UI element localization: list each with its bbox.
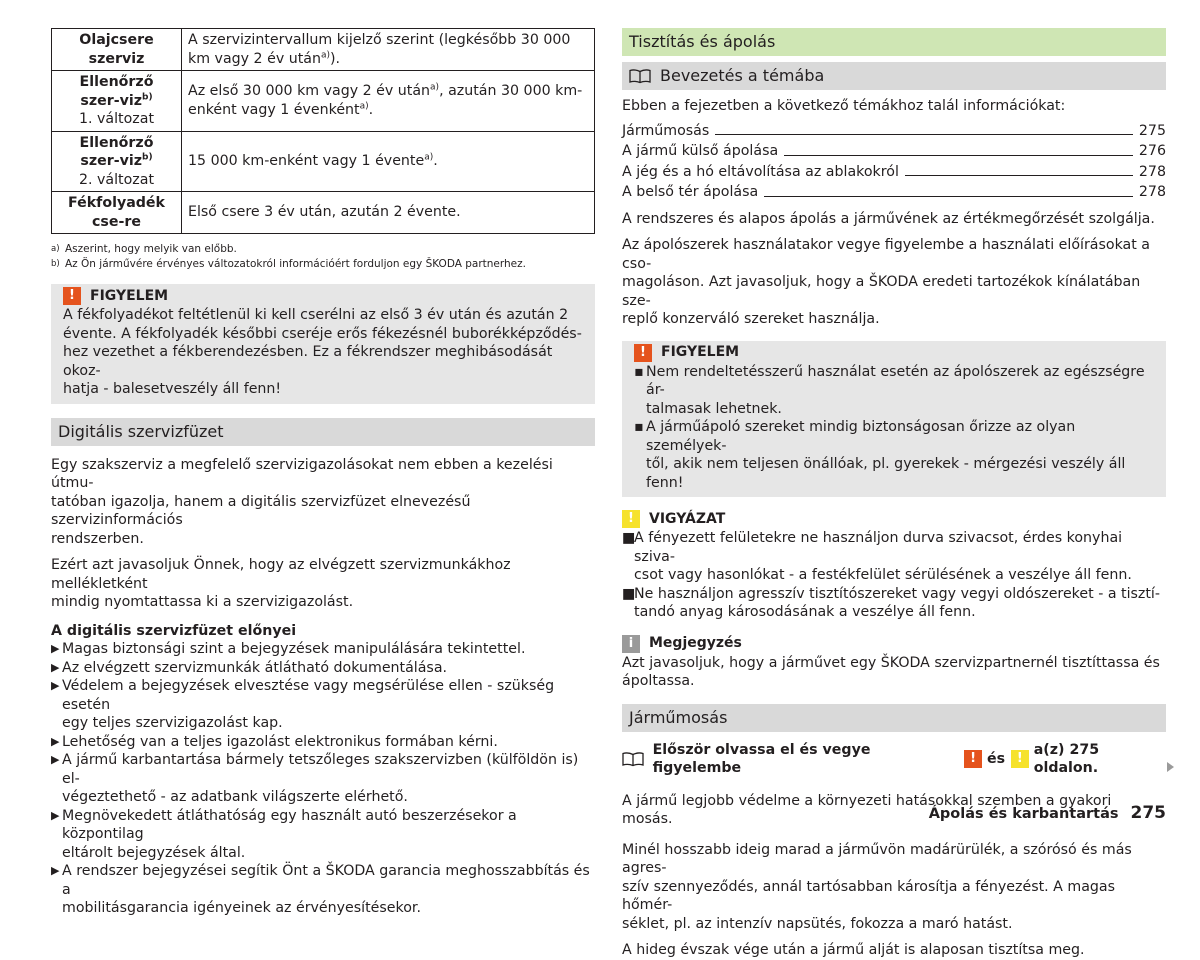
page-number: 275 <box>1130 803 1166 823</box>
warning-item: ▪ Nem rendeltetésszerű használat esetén az ápolószerek az egészségre ár- talmasak lehetnek. <box>634 363 1145 417</box>
table-row-head: Fékfolyadék cse-re <box>52 192 182 234</box>
warning-text: A fékfolyadékot feltétlenül ki kell cserélni az első 3 év után és azután 2 évente. A fékfolyadék későbbi cseréje erős fékezésnél buborékképződés- hez vezethet a fékberendezésben. Ez a fékrendszer meghibásodását okoz- hatja - balesetveszély áll fenn! <box>63 307 582 397</box>
paragraph: Ezért azt javasoljuk Önnek, hogy az elvégzett szervizmunkákhoz mellékletként mindig nyomtattassa ki a szervizigazolást. <box>51 557 511 610</box>
warning-box-brake-fluid <box>51 284 595 404</box>
footnotes <box>51 242 595 272</box>
paragraph: A rendszeres és alapos ápolás a járművének az értékmegőrzését szolgálja. <box>622 210 1155 227</box>
note-title: Megjegyzés <box>649 635 742 652</box>
table-row <box>52 192 595 234</box>
list-item: ▶ A jármű karbantartása bármely tetszőleges szakszervizben (külföldön is) el- végeztethető - az adatbank világszerte elérhető. <box>51 752 579 805</box>
table-row <box>52 29 595 71</box>
footer-title: Ápolás és karbantartás <box>928 806 1119 822</box>
list-item: ▶ Magas biztonsági szint a bejegyzések manipulálására tekintettel. <box>51 641 526 657</box>
table-row-head: Ellenőrző szer-viz$^{b)}$ 1. változat <box>52 71 182 132</box>
service-interval-table <box>51 28 595 234</box>
paragraph: A jármű legjobb védelme a környezeti hatásokkal szemben a gyakori mosás. <box>622 792 1112 827</box>
note-text: Azt javasoljuk, hogy a járművet egy ŠKODA szervizpartnernél tisztíttassa és ápoltassa. <box>622 654 1160 689</box>
warning-title: FIGYELEM <box>661 344 740 361</box>
footnote: a) Aszerint, hogy melyik van előbb. <box>51 243 237 255</box>
warning-icon[interactable]: ! <box>964 750 982 768</box>
toc-item[interactable]: A jármű külső ápolása 276 <box>622 143 1166 159</box>
reference-line: Először olvassa el és vegye figyelembe ! és ! a(z) 275 oldalon. <box>622 741 1166 778</box>
toc-item[interactable]: Járműmosás 275 <box>622 122 1166 139</box>
list-item: ▶ Lehetőség van a teljes igazolást elektronikus formában kérni. <box>51 733 498 750</box>
table-row-text: 15 000 km-enként vagy 1 évente$^{a)}$. <box>182 131 595 192</box>
table-row-text: Első csere 3 év után, azután 2 évente. <box>182 192 595 234</box>
table-row-text: Az első 30 000 km vagy 2 év után$^{a)}$, azután 30 000 km-enként vagy 1 évenként$^{a)}$. <box>182 71 595 132</box>
note-block <box>622 634 1166 691</box>
caution-header <box>622 509 1166 529</box>
warning-header <box>634 343 1154 363</box>
intro-text: Ebben a fejezetben a következő témákhoz talál információkat: <box>622 98 1066 114</box>
table-row <box>52 71 595 132</box>
caution-item: ■ A fényezett felületekre ne használjon durva szivacsot, érdes konyhai sziva- csot vagy hasonlókat - a festékfelület sérülésének a veszélye áll fenn. <box>622 530 1132 583</box>
book-icon <box>629 69 651 83</box>
book-icon <box>622 752 644 766</box>
warning-icon: ! <box>634 344 652 362</box>
list-item: ▶ Megnövekedett átláthatóság egy használt autó beszerzésekor a központilag eltárolt bejegyzések által. <box>51 807 517 861</box>
toc-list <box>622 120 1166 202</box>
warning-header <box>63 286 583 306</box>
list-item: ▶ Védelem a bejegyzések elvesztése vagy megsérülése ellen - szükség esetén egy teljes szervizigazolást kap. <box>51 678 555 731</box>
section-heading-cleaning: Tisztítás és ápolás <box>622 28 1166 56</box>
list-item: ▶ A rendszer bejegyzései segítik Önt a ŠKODA garancia meghosszabbítás és a mobilitásgarancia igényeinek az érvényesítésekor. <box>51 863 590 916</box>
toc-item[interactable]: A belső tér ápolása 278 <box>622 184 1166 200</box>
section-heading-digital: Digitális szervizfüzet <box>51 418 595 446</box>
page-footer <box>929 804 1166 824</box>
warning-title: FIGYELEM <box>90 287 169 304</box>
continue-arrow-icon <box>1167 762 1174 772</box>
table-row-head: Ellenőrző szer-viz$^{b)}$ 2. változat <box>52 131 182 192</box>
page-reference-link[interactable]: a(z) 275 oldalon. <box>1033 741 1100 776</box>
subsection-title: Bevezetés a témába <box>660 66 825 85</box>
paragraph: Minél hosszabb ideig marad a járművön madárürülék, a szórósó és más agres- szív szennyeződés, annál tartósabban károsítja a fényezést. A magas hőmér- séklet, pl. az intenzív napsütés, fokozza a maró hatást. <box>622 841 1132 932</box>
paragraph: Az ápolószerek használatakor vegye figyelembe a használati előírásokat a cso- magoláson. Azt javasoljuk, hogy a ŠKODA eredeti tartozékok kínálatában sze- replő konzerváló szereket használja. <box>622 237 1150 327</box>
list-item: ▶ Az elvégzett szervizmunkák átlátható dokumentálása. <box>51 659 448 676</box>
paragraph: A hideg évszak vége után a jármű alját is alaposan tisztítsa meg. <box>622 942 1085 958</box>
table-row-head: Olajcsere szerviz <box>52 29 182 71</box>
section-heading-washing: Járműmosás <box>622 704 1166 732</box>
toc-item[interactable]: A jég és a hó eltávolítása az ablakokról 278 <box>622 163 1166 180</box>
warning-item: ▪ A járműápoló szereket mindig biztonságosan őrizze az olyan személyek- től, akik nem teljesen önállóak, pl. gyerekek - mérgezési veszély áll fenn! <box>634 419 1126 491</box>
caution-item: ■ Ne használjon agresszív tisztítószereket vagy vegyi oldószereket - a tisztí- tandó anyag károsodásának a veszélye áll fenn. <box>622 585 1160 620</box>
table-row-text: A szervizintervallum kijelző szerint (legkésőbb 30 000 km vagy 2 év után$^{a)}$). <box>182 29 595 71</box>
advantages-title: A digitális szervizfüzet előnyei <box>51 622 297 639</box>
subsection-heading-intro <box>622 62 1166 90</box>
note-icon: i <box>622 635 640 653</box>
table-row <box>52 131 595 192</box>
footnote: b) Az Ön járművére érvényes változatokról információért forduljon egy ŠKODA partnerhez. <box>51 258 526 270</box>
caution-icon: ! <box>622 510 640 528</box>
warning-box-care-products <box>622 341 1166 498</box>
caution-title: VIGYÁZAT <box>649 510 726 527</box>
warning-icon: ! <box>63 287 81 305</box>
note-header <box>622 634 1166 654</box>
left-column <box>51 28 595 918</box>
caution-icon[interactable]: ! <box>1011 750 1029 768</box>
caution-block <box>622 509 1166 622</box>
advantages-list <box>51 640 595 918</box>
paragraph: Egy szakszerviz a megfelelő szervizigazolásokat nem ebben a kezelési útmu- tatóban igazolja, hanem a digitális szervizfüzet elnevezésű szervizinformációs rendszerben. <box>51 456 553 547</box>
